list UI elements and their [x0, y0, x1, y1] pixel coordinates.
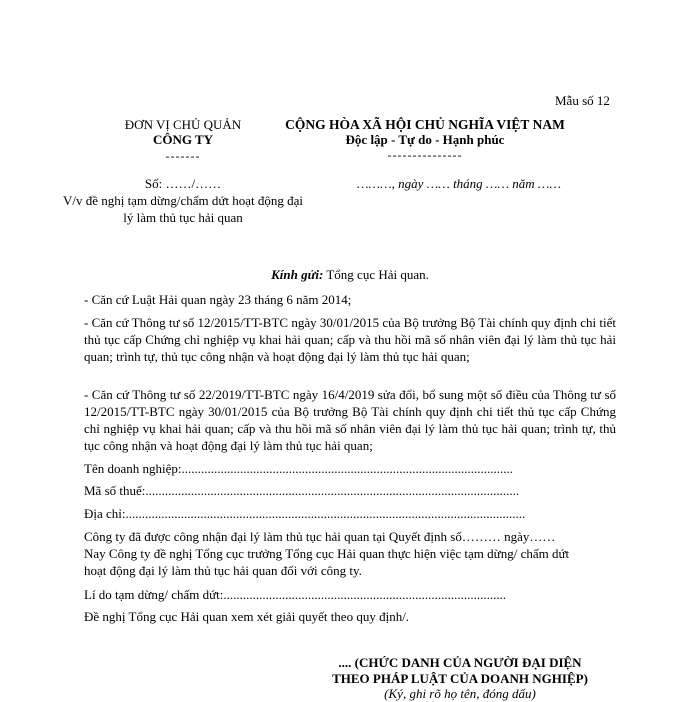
national-motto: Độc lập - Tự do - Hạnh phúc — [345, 132, 505, 147]
signature-instruction: (Ký, ghi rõ họ tên, đóng dấu) — [384, 686, 536, 701]
national-rule: --------------- — [387, 148, 463, 162]
greeting-recipient: Tổng cục Hải quan. — [323, 267, 429, 282]
signature-title-1: .... (CHỨC DANH CỦA NGƯỜI ĐẠI DIỆN — [338, 655, 582, 670]
document-subject: V/v đề nghị tạm dừng/chấm dứt hoạt động đại lý làm thủ tục hải quan — [62, 193, 304, 225]
request-line-2: hoạt động đại lý làm thủ tục hải quan đối với công ty. — [84, 563, 362, 578]
signature-title-2: THEO PHÁP LUẬT CỦA DOANH NGHIỆP) — [332, 671, 588, 686]
company-label: CÔNG TY — [152, 132, 214, 147]
document-number: Số: ……/…… — [144, 176, 222, 191]
national-header — [270, 117, 580, 163]
request-line-1: Nay Công ty đề nghị Tổng cục trưởng Tổng cục Hải quan thực hiện việc tạm dừng/ chấm dứt — [84, 546, 570, 561]
issuer-rule: ------- — [165, 149, 201, 163]
legal-basis-2: - Căn cứ Thông tư số 12/2015/TT-BTC ngày 30/01/2015 của Bộ trưởng Bộ Tài chính quy định chi tiết thủ tục cấp Chứng chỉ nghiệp vụ khai hải quan; cấp và thu hồi mã số nhân viên đại lý làm thủ tục hải quan; trình tự, thủ tục công nhận và hoạt động đại lý làm thủ tục hải quan; — [84, 315, 616, 364]
reason-field: Lí do tạm dừng/ chấm dứt:....................................................................................... — [84, 587, 507, 602]
national-title: CỘNG HÒA XÃ HỘI CHỦ NGHĨA VIỆT NAM — [285, 117, 565, 132]
legal-basis-3: - Căn cứ Thông tư số 22/2019/TT-BTC ngày 16/4/2019 sửa đổi, bổ sung một số điều của Thông tư số 12/2015/TT-BTC ngày 30/01/2015 của Bộ trưởng Bộ Tài chính quy định chi tiết thủ tục cấp Chứng chỉ nghiệp vụ khai hải quan; cấp và thu hồi mã số nhân viên đại lý làm thủ tục hải quan; trình tự, thủ tục công nhận và hoạt động đại lý làm thủ tục hải quan; — [84, 387, 616, 453]
tax-code-field: Mã số thuế:................................................................................................................... — [84, 483, 520, 498]
closing-line: Đề nghị Tổng cục Hải quan xem xét giải quyết theo quy định/. — [84, 609, 410, 624]
company-name-field: Tên doanh nghiệp:...................................................................................................... — [84, 461, 513, 476]
legal-basis-1: - Căn cứ Luật Hải quan ngày 23 tháng 6 năm 2014; — [84, 292, 352, 307]
address-field: Địa chỉ:........................................................................................................................... — [84, 506, 526, 521]
recognition-line: Công ty đã được công nhận đại lý làm thủ tục hải quan tại Quyết định số……… ngày…… — [84, 529, 556, 544]
greeting — [0, 267, 700, 283]
greeting-label: Kính gửi: — [271, 267, 324, 282]
parent-unit: ĐƠN VỊ CHỦ QUẢN — [124, 117, 242, 132]
document-date: ………, ngày …… tháng …… năm …… — [357, 176, 562, 191]
form-number: Mẫu số 12 — [555, 93, 610, 108]
